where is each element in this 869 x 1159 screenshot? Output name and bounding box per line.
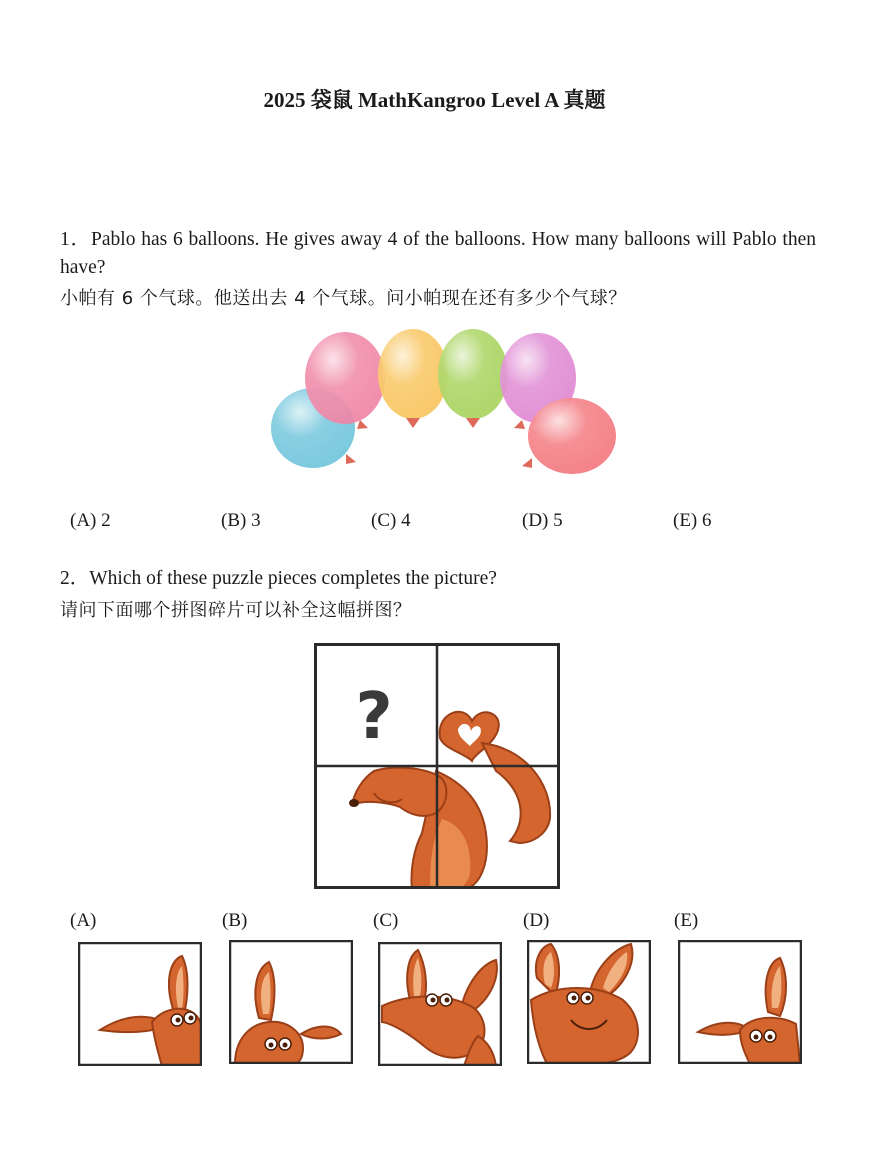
q2-option-b-label[interactable]: (B) [222,910,248,931]
question-1-chinese: 小帕有 6 个气球。他送出去 4 个气球。问小帕现在还有多少个气球？ [60,288,627,309]
q2-option-d-label[interactable]: (D) [523,910,550,931]
question-2-chinese: 请问下面哪个拼图碎片可以补全这幅拼图？ [60,600,412,621]
q1-option-b[interactable]: (B) 3 [221,510,261,531]
q1-option-c[interactable]: (C) 4 [371,510,411,531]
question-1-number: 1． [60,229,92,250]
question-1-text [60,226,816,282]
q2-option-b-piece[interactable] [229,940,353,1064]
balloons-illustration [260,322,630,482]
page-title: 2025 袋鼠 MathKangroo Level A 真题 [263,88,606,112]
question-1-english: Pablo has 6 balloons. He gives away 4 of the balloons. How many balloons will Pablo then have? [60,229,816,278]
question-2-english: Which of these puzzle pieces completes the picture? [89,568,497,589]
question-2-text [60,565,816,593]
q2-option-c-piece[interactable] [378,942,502,1066]
balloon-orange [378,329,448,428]
q1-option-d[interactable]: (D) 5 [522,510,563,531]
q2-option-a-label[interactable]: (A) [70,910,97,931]
q2-option-a-piece[interactable] [78,942,202,1066]
q2-option-c-label[interactable]: (C) [373,910,399,931]
q1-option-e[interactable]: (E) 6 [673,510,712,531]
q1-option-a[interactable]: (A) 2 [70,510,111,531]
missing-piece-question-mark: ? [355,680,393,754]
q2-option-e-label[interactable]: (E) [674,910,699,931]
puzzle-grid [314,643,560,889]
balloon-green [438,329,508,428]
q2-option-e-piece[interactable] [678,940,802,1064]
q2-option-d-piece[interactable] [527,940,651,1064]
question-2-number: 2． [60,568,90,589]
